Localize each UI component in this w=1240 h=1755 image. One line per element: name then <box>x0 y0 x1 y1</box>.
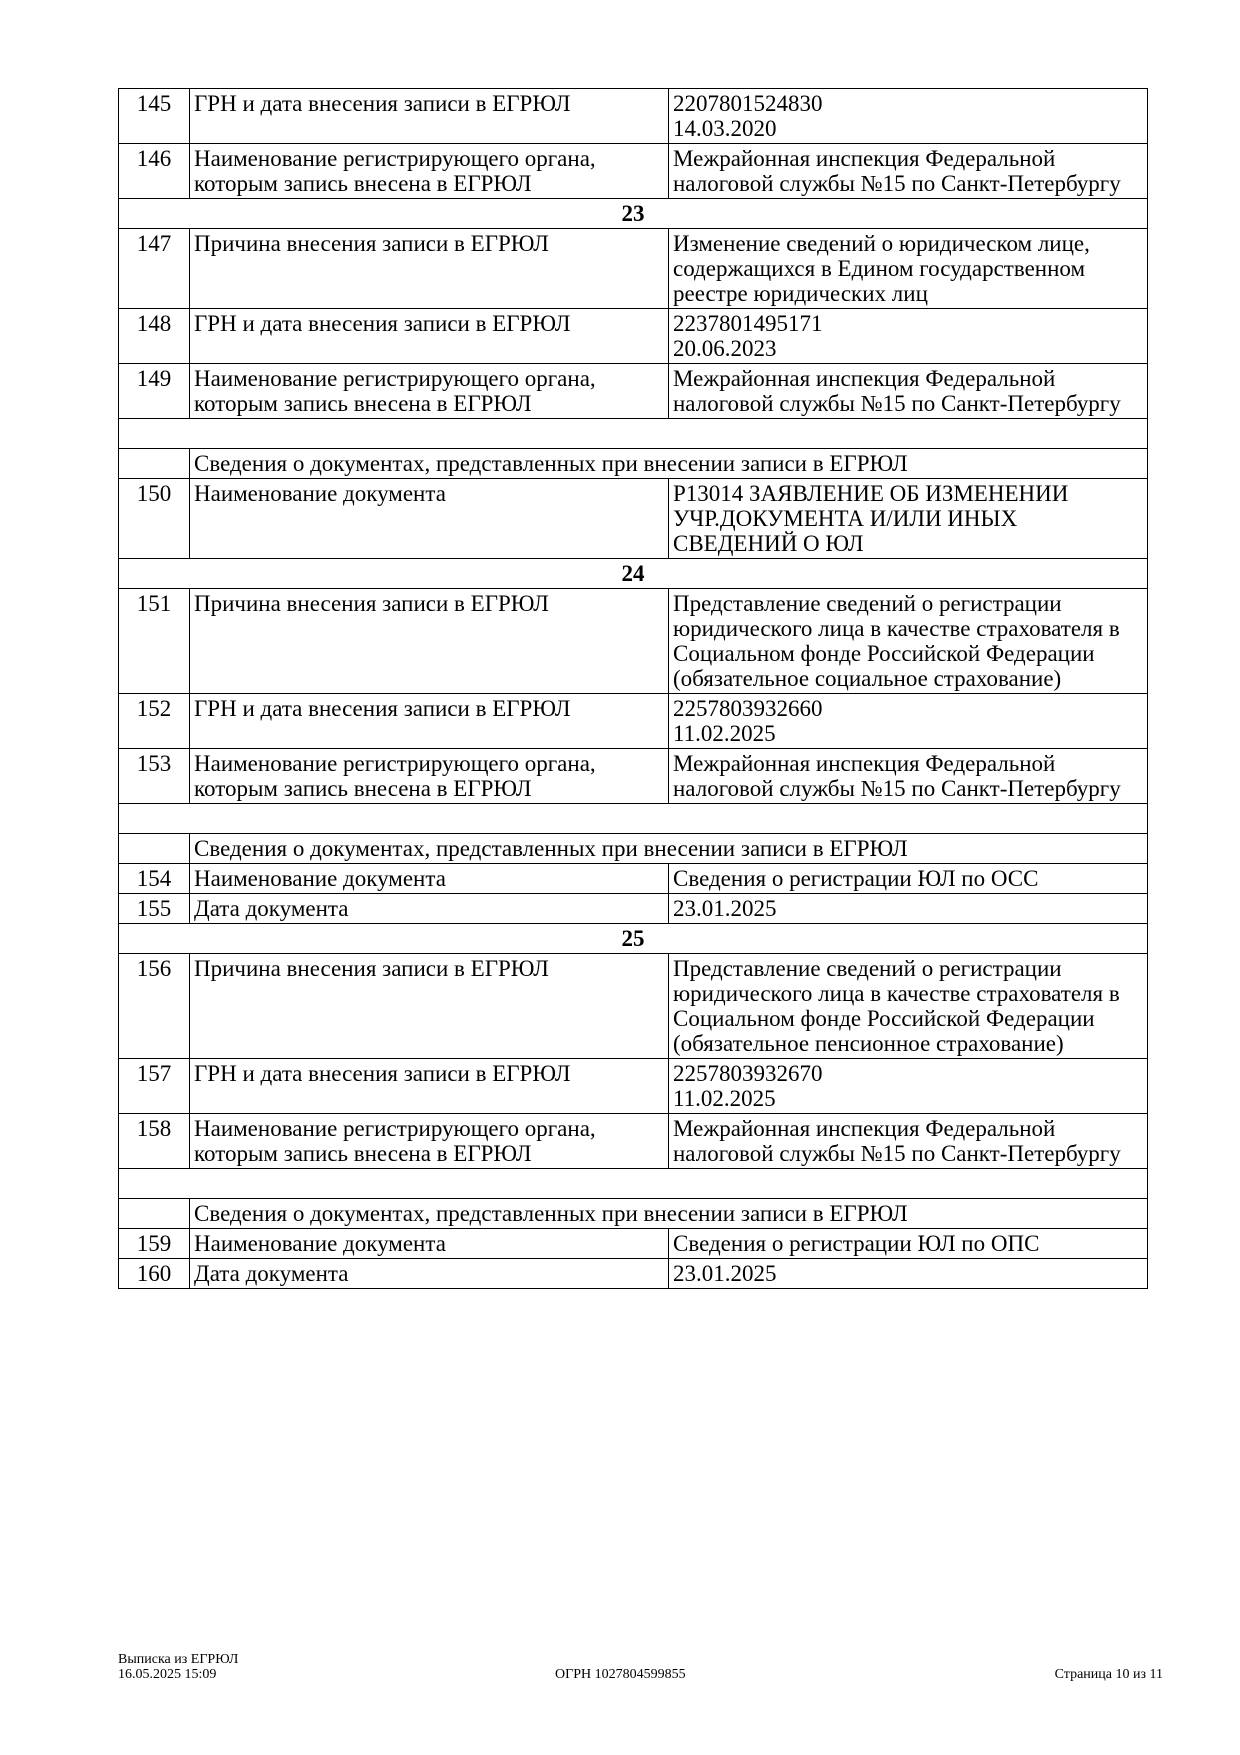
row-number: 153 <box>119 749 190 804</box>
row-value: Межрайонная инспекция Федеральной налоговой службы №15 по Санкт-Петербургу <box>669 364 1148 419</box>
row-value: 23.01.2025 <box>669 1259 1148 1289</box>
table-row <box>119 1229 1148 1259</box>
egrul-extract-table <box>118 88 1148 1289</box>
blank-row <box>119 804 1148 834</box>
footer-doc-info <box>118 1652 238 1682</box>
footer-page-number: Страница 10 из 11 <box>1054 1667 1163 1682</box>
row-label: ГРН и дата внесения записи в ЕГРЮЛ <box>190 89 669 144</box>
table-row <box>119 1114 1148 1169</box>
row-label: Причина внесения записи в ЕГРЮЛ <box>190 954 669 1059</box>
row-label: ГРН и дата внесения записи в ЕГРЮЛ <box>190 309 669 364</box>
table-row <box>119 749 1148 804</box>
row-number: 155 <box>119 894 190 924</box>
row-number: 158 <box>119 1114 190 1169</box>
section-header-row <box>119 199 1148 229</box>
row-number: 152 <box>119 694 190 749</box>
row-value: Межрайонная инспекция Федеральной налоговой службы №15 по Санкт-Петербургу <box>669 144 1148 199</box>
documents-header-row <box>119 449 1148 479</box>
empty-number-cell <box>119 834 190 864</box>
table-row <box>119 894 1148 924</box>
row-value: 2207801524830 14.03.2020 <box>669 89 1148 144</box>
row-value: Сведения о регистрации ЮЛ по ОСС <box>669 864 1148 894</box>
table-row <box>119 694 1148 749</box>
row-label: Дата документа <box>190 1259 669 1289</box>
row-number: 159 <box>119 1229 190 1259</box>
table-row <box>119 89 1148 144</box>
empty-number-cell <box>119 449 190 479</box>
section-number: 23 <box>119 199 1148 229</box>
row-value: 2237801495171 20.06.2023 <box>669 309 1148 364</box>
row-value: Сведения о регистрации ЮЛ по ОПС <box>669 1229 1148 1259</box>
row-number: 149 <box>119 364 190 419</box>
row-number: 146 <box>119 144 190 199</box>
blank-cell <box>119 419 1148 449</box>
row-label: Наименование регистрирующего органа, которым запись внесена в ЕГРЮЛ <box>190 364 669 419</box>
documents-header-row <box>119 834 1148 864</box>
footer-doc-title: Выписка из ЕГРЮЛ <box>118 1652 239 1667</box>
table-row <box>119 479 1148 559</box>
blank-row <box>119 419 1148 449</box>
row-value: 2257803932670 11.02.2025 <box>669 1059 1148 1114</box>
blank-cell <box>119 1169 1148 1199</box>
row-number: 148 <box>119 309 190 364</box>
table-row <box>119 1059 1148 1114</box>
row-value: Р13014 ЗАЯВЛЕНИЕ ОБ ИЗМЕНЕНИИ УЧР.ДОКУМЕНТА И/ИЛИ ИНЫХ СВЕДЕНИЙ О ЮЛ <box>669 479 1148 559</box>
section-header-row <box>119 559 1148 589</box>
empty-number-cell <box>119 1199 190 1229</box>
documents-header: Сведения о документах, представленных при внесении записи в ЕГРЮЛ <box>190 834 1148 864</box>
table-row <box>119 954 1148 1059</box>
row-value: Представление сведений о регистрации юридического лица в качестве страхователя в Социальном фонде Российской Федерации (обязательное пенсионное страхование) <box>669 954 1148 1059</box>
documents-header: Сведения о документах, представленных при внесении записи в ЕГРЮЛ <box>190 449 1148 479</box>
footer-datetime: 16.05.2025 15:09 <box>118 1667 217 1682</box>
row-value: 23.01.2025 <box>669 894 1148 924</box>
table-row <box>119 364 1148 419</box>
row-label: Причина внесения записи в ЕГРЮЛ <box>190 589 669 694</box>
row-number: 151 <box>119 589 190 694</box>
blank-row <box>119 1169 1148 1199</box>
row-number: 145 <box>119 89 190 144</box>
row-number: 154 <box>119 864 190 894</box>
row-number: 157 <box>119 1059 190 1114</box>
table-row <box>119 229 1148 309</box>
table-row <box>119 589 1148 694</box>
row-label: ГРН и дата внесения записи в ЕГРЮЛ <box>190 694 669 749</box>
row-label: Дата документа <box>190 894 669 924</box>
row-label: Наименование регистрирующего органа, которым запись внесена в ЕГРЮЛ <box>190 144 669 199</box>
row-number: 150 <box>119 479 190 559</box>
row-label: Причина внесения записи в ЕГРЮЛ <box>190 229 669 309</box>
row-label: ГРН и дата внесения записи в ЕГРЮЛ <box>190 1059 669 1114</box>
documents-header: Сведения о документах, представленных при внесении записи в ЕГРЮЛ <box>190 1199 1148 1229</box>
blank-cell <box>119 804 1148 834</box>
row-label: Наименование регистрирующего органа, которым запись внесена в ЕГРЮЛ <box>190 749 669 804</box>
row-label: Наименование документа <box>190 864 669 894</box>
footer-ogrn: ОГРН 1027804599855 <box>555 1667 686 1682</box>
table-row <box>119 144 1148 199</box>
row-number: 156 <box>119 954 190 1059</box>
section-number: 24 <box>119 559 1148 589</box>
section-number: 25 <box>119 924 1148 954</box>
row-number: 160 <box>119 1259 190 1289</box>
row-value: 2257803932660 11.02.2025 <box>669 694 1148 749</box>
section-header-row <box>119 924 1148 954</box>
row-label: Наименование документа <box>190 1229 669 1259</box>
row-value: Представление сведений о регистрации юридического лица в качестве страхователя в Социальном фонде Российской Федерации (обязательное социальное страхование) <box>669 589 1148 694</box>
table-row <box>119 1259 1148 1289</box>
row-number: 147 <box>119 229 190 309</box>
row-value: Межрайонная инспекция Федеральной налоговой службы №15 по Санкт-Петербургу <box>669 749 1148 804</box>
row-value: Изменение сведений о юридическом лице, содержащихся в Едином государственном реестре юридических лиц <box>669 229 1148 309</box>
row-label: Наименование документа <box>190 479 669 559</box>
table-row <box>119 309 1148 364</box>
row-value: Межрайонная инспекция Федеральной налоговой службы №15 по Санкт-Петербургу <box>669 1114 1148 1169</box>
documents-header-row <box>119 1199 1148 1229</box>
table-row <box>119 864 1148 894</box>
row-label: Наименование регистрирующего органа, которым запись внесена в ЕГРЮЛ <box>190 1114 669 1169</box>
